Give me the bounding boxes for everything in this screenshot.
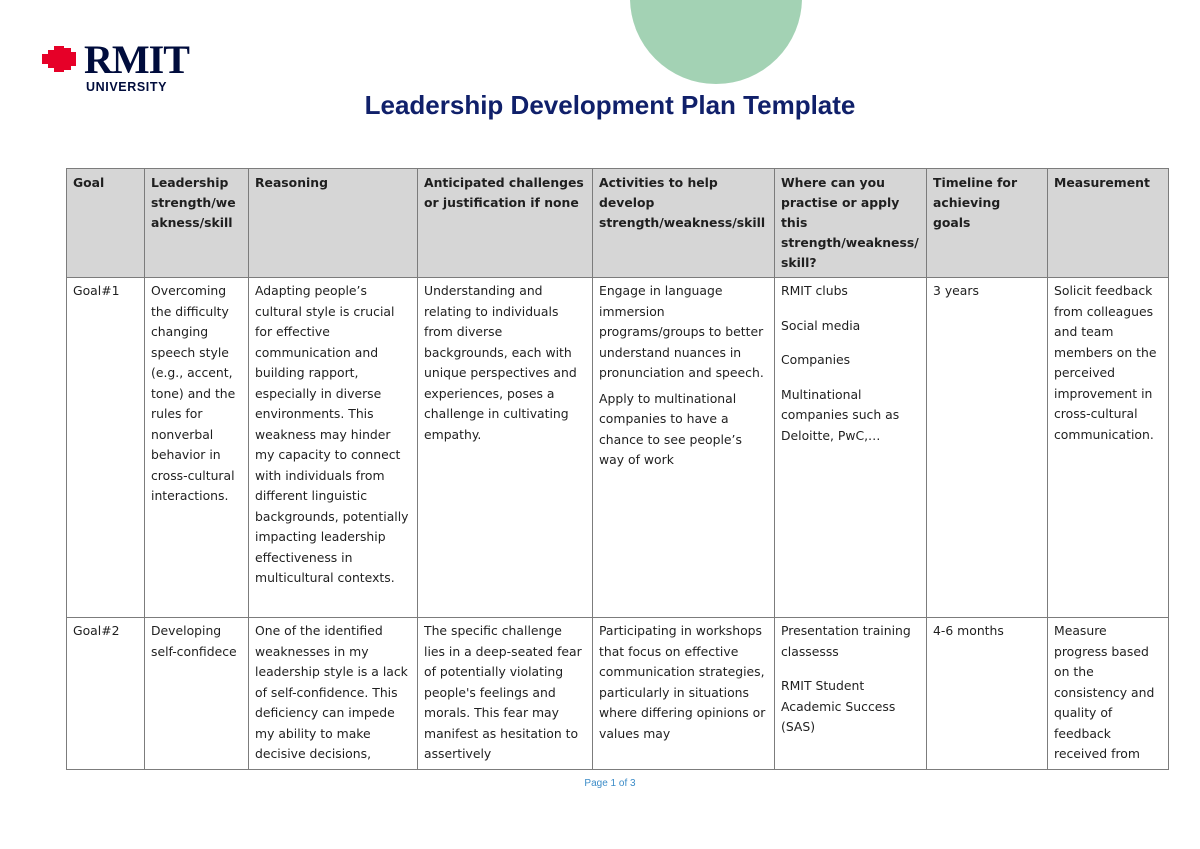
reasoning-text: One of the identified weaknesses in my leadership style is a lack of self-confidence. This deficiency can impede my ability to make decisive decisions, xyxy=(255,623,408,761)
measurement-cell: Solicit feedback from colleagues and team members on the perceived improvement in cross-cultural communication. xyxy=(1048,278,1169,618)
skill-cell: Overcoming the difficulty changing speech style (e.g., accent, tone) and the rules for nonverbal behavior in cross-cultural interactions. xyxy=(145,278,249,618)
rmit-pixel-mark-icon xyxy=(42,44,78,74)
column-header-goal: Goal xyxy=(67,169,145,278)
column-header-measurement: Measurement xyxy=(1048,169,1169,278)
table-row xyxy=(67,618,1169,770)
practice-item: RMIT clubs xyxy=(781,283,848,298)
decorative-circle xyxy=(630,0,802,84)
practice-item: RMIT Student Academic Success (SAS) xyxy=(781,678,896,734)
development-plan-table xyxy=(66,168,1169,770)
measurement-cell xyxy=(1048,618,1169,770)
goal-text: Goal#2 xyxy=(73,623,120,638)
column-header-skill: Leadership strength/we akness/skill xyxy=(145,169,249,278)
timeline-cell: 3 years xyxy=(927,278,1048,618)
skill-cell xyxy=(145,618,249,770)
activity-item: Participating in workshops that focus on effective communication strategies, particularly in situations where differing opinions or values may xyxy=(599,623,766,741)
column-header-activities: Activities to help develop strength/weakness/skill xyxy=(593,169,775,278)
table-row xyxy=(67,278,1169,618)
page-number: Page 1 of 3 xyxy=(584,778,636,789)
activity-item: Apply to multinational companies to have a chance to see people’s way of work xyxy=(599,390,742,467)
practice-item: Companies xyxy=(781,352,851,367)
goal-cell xyxy=(67,618,145,770)
activities-cell xyxy=(593,618,775,770)
table-header-row xyxy=(67,169,1169,278)
practice-list xyxy=(781,621,920,762)
challenges-text: The specific challenge lies in a deep-seated fear of potentially violating people's feelings and morals. This fear may manifest as hesitation to assertively xyxy=(424,623,582,761)
column-header-timeline: Timeline for achieving goals xyxy=(927,169,1048,278)
skill-text: Developing self-confidece xyxy=(151,623,237,659)
activity-item: Engage in language immersion programs/groups to better understand nuances in pronunciation and speech. xyxy=(599,283,764,380)
reasoning-cell xyxy=(249,618,418,770)
practice-item: Multinational companies such as Deloitte, PwC,… xyxy=(781,386,900,443)
column-header-reasoning: Reasoning xyxy=(249,169,418,278)
reasoning-cell: Adapting people’s cultural style is crucial for effective communication and building rapport, especially in diverse environments. This weakness may hinder my capacity to connect with individuals from different linguistic backgrounds, potentially impacting leadership effectiveness in multicultural contexts. xyxy=(249,278,418,618)
practice-item: Presentation training classesss xyxy=(781,623,911,659)
logo-wordmark: RMIT xyxy=(84,37,189,82)
timeline-text: 4-6 months xyxy=(933,623,1004,638)
logo-subtitle: UNIVERSITY xyxy=(86,80,168,94)
practice-cell xyxy=(775,618,927,770)
activities-cell xyxy=(593,278,775,618)
page-title: Leadership Development Plan Template xyxy=(364,90,856,120)
column-header-challenges: Anticipated challenges or justification if none xyxy=(418,169,593,278)
practice-cell xyxy=(775,278,927,618)
challenges-cell: Understanding and relating to individuals from diverse backgrounds, each with unique perspectives and experiences, poses a challenge in cultivating empathy. xyxy=(418,278,593,618)
challenges-cell xyxy=(418,618,593,770)
goal-cell: Goal#1 xyxy=(67,278,145,618)
column-header-practice: Where can you practise or apply this strength/weakness/ skill? xyxy=(775,169,927,278)
practice-item: Social media xyxy=(781,317,861,333)
timeline-cell xyxy=(927,618,1048,770)
measurement-text: Measure progress based on the consistency and quality of feedback received from xyxy=(1054,623,1155,761)
